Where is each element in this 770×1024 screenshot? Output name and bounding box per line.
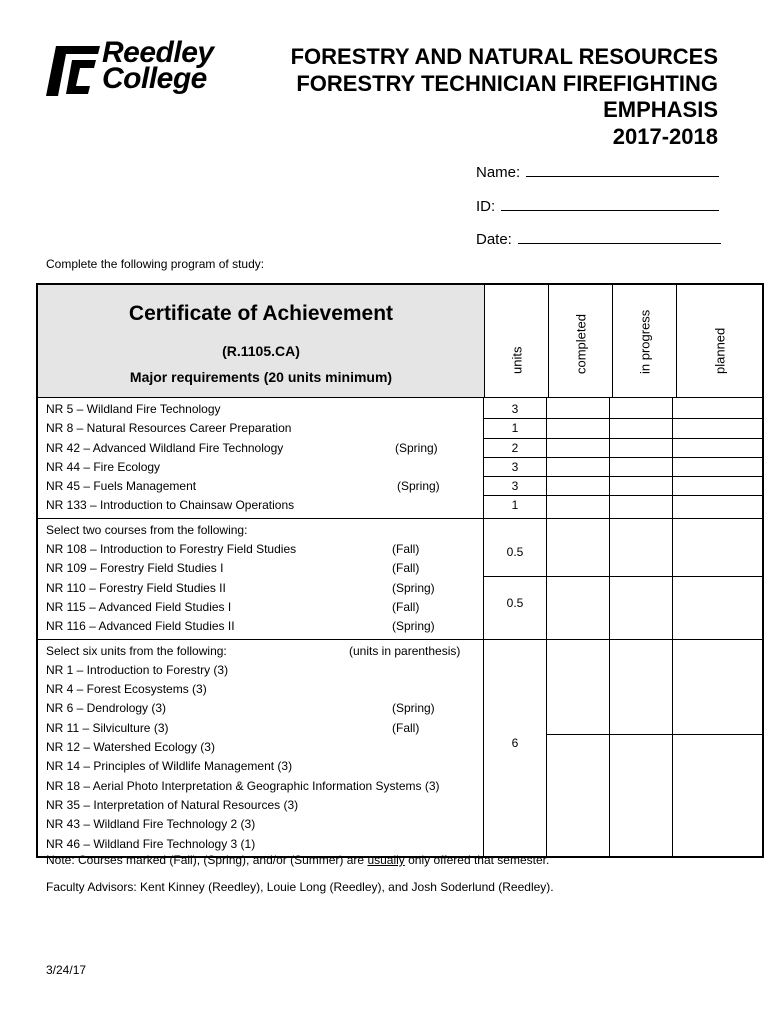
checkbox-cell[interactable] [673, 496, 762, 515]
footer-date: 3/24/17 [46, 963, 87, 977]
course-row [46, 777, 483, 796]
certificate-title: Certificate of Achievement [128, 302, 394, 325]
units-cell: 3 [484, 477, 546, 496]
checkbox-cell[interactable] [610, 400, 672, 419]
section-heading-note: (units in parenthesis) [349, 643, 461, 658]
table-header [38, 285, 762, 398]
course-name: NR 14 – Principles of Wildlife Management (3) [46, 759, 293, 774]
checkbox-cell[interactable] [673, 419, 762, 438]
checkbox-cell[interactable] [547, 439, 609, 458]
name-line[interactable] [526, 162, 719, 177]
course-row [46, 400, 483, 419]
course-term: (Spring) [392, 580, 435, 595]
id-line[interactable] [501, 196, 719, 211]
course-name: NR 116 – Advanced Field Studies II [46, 619, 235, 634]
units-cell: 0.5 [506, 595, 524, 610]
course-name: NR 44 – Fire Ecology [46, 459, 161, 474]
section-heading [46, 642, 483, 661]
course-name: NR 109 – Forestry Field Studies I [46, 561, 224, 576]
course-term: (Fall) [392, 599, 420, 614]
checkbox-cell[interactable] [610, 519, 672, 577]
checkbox-cell[interactable] [547, 519, 609, 577]
checkbox-cell[interactable] [547, 496, 609, 515]
course-row [46, 738, 483, 757]
checkbox-cell[interactable] [547, 400, 609, 419]
course-name: NR 45 – Fuels Management [46, 479, 197, 494]
logo-line-2: College [102, 62, 207, 95]
note-suffix: only offered that semester. [404, 853, 550, 867]
course-name: NR 43 – Wildland Fire Technology 2 (3) [46, 817, 256, 832]
title-line-4: 2017-2018 [612, 123, 718, 149]
planned-cells[interactable] [673, 640, 762, 856]
certificate-code: (R.1105.CA) [222, 343, 300, 359]
title-line-1: FORESTRY AND NATURAL RESOURCES [290, 44, 718, 69]
completed-label: completed [573, 314, 588, 374]
document-title [291, 44, 718, 150]
date-field[interactable] [476, 229, 721, 248]
in-progress-label: in progress [637, 309, 652, 374]
units-cell: 2 [484, 439, 546, 458]
course-row [46, 661, 483, 680]
course-row [46, 680, 483, 699]
checkbox-cell[interactable] [547, 458, 609, 477]
units-cell: 0.5 [484, 519, 546, 577]
units-cell: 1 [484, 419, 546, 438]
course-row [46, 559, 483, 578]
course-name: NR 4 – Forest Ecosystems (3) [46, 682, 207, 697]
checkbox-cell[interactable] [547, 577, 609, 638]
course-term: (Fall) [392, 720, 420, 735]
units-cells [484, 398, 547, 518]
completed-cells[interactable] [547, 398, 610, 518]
course-name: NR 110 – Forestry Field Studies II [46, 580, 226, 595]
checkbox-cell[interactable] [547, 640, 609, 735]
course-name: NR 5 – Wildland Fire Technology [46, 402, 221, 416]
note-prefix: Note: Courses marked (Fall), (Spring), and/or (Summer) are [46, 853, 368, 867]
course-row [46, 477, 483, 496]
logo-mark-icon [44, 42, 104, 100]
course-term: (Spring) [392, 701, 435, 716]
course-row [46, 617, 483, 636]
completed-column-header [549, 285, 613, 397]
section-heading: Select two courses from the following: [46, 522, 248, 537]
course-name: NR 35 – Interpretation of Natural Resources (3) [46, 797, 299, 812]
course-name: NR 108 – Introduction to Forestry Field Studies [46, 542, 297, 557]
course-row [46, 757, 483, 776]
checkbox-cell[interactable] [547, 477, 609, 496]
planned-label: planned [712, 327, 727, 374]
select-six-list [38, 640, 484, 856]
in-progress-cells[interactable] [610, 640, 673, 856]
course-row [46, 598, 483, 617]
completed-cells[interactable] [547, 519, 610, 639]
required-courses-section [38, 398, 762, 519]
checkbox-cell[interactable] [610, 496, 672, 515]
logo-line-1: Reedley [102, 36, 214, 69]
course-term: (Spring) [397, 479, 440, 494]
checkbox-cell[interactable] [610, 419, 672, 438]
checkbox-cell[interactable] [673, 439, 762, 458]
checkbox-cell[interactable] [547, 735, 609, 845]
course-row [46, 496, 483, 515]
in-progress-column-header [613, 285, 677, 397]
note-underlined: usually [367, 853, 405, 867]
semester-note [46, 853, 549, 867]
units-cells [484, 519, 547, 639]
checkbox-cell[interactable] [673, 477, 762, 496]
course-name: NR 42 – Advanced Wildland Fire Technology [46, 440, 284, 455]
checkbox-cell[interactable] [673, 400, 762, 419]
course-name: NR 115 – Advanced Field Studies I [46, 599, 232, 614]
course-term: (Spring) [392, 619, 435, 634]
in-progress-cells[interactable] [610, 398, 673, 518]
course-term: (Fall) [392, 542, 420, 557]
date-line[interactable] [518, 229, 721, 244]
title-line-2: FORESTRY TECHNICIAN FIREFIGHTING [296, 70, 718, 96]
section-heading-text: Select six units from the following: [46, 643, 227, 658]
course-row [46, 439, 483, 458]
checkbox-cell[interactable] [673, 640, 762, 735]
course-row [46, 579, 483, 598]
course-row [46, 835, 483, 854]
checkbox-cell[interactable] [673, 577, 762, 638]
checkbox-cell[interactable] [610, 477, 672, 496]
course-name: NR 46 – Wildland Fire Technology 3 (1) [46, 836, 256, 851]
course-name: NR 11 – Silviculture (3) [46, 720, 169, 735]
select-two-section [38, 519, 762, 640]
course-row [46, 796, 483, 815]
required-courses-list [38, 398, 484, 518]
checkbox-cell[interactable] [610, 439, 672, 458]
checkbox-cell[interactable] [673, 458, 762, 477]
course-name: NR 133 – Introduction to Chainsaw Operations [46, 498, 295, 513]
name-label: Name: [476, 164, 521, 181]
checkbox-cell[interactable] [610, 640, 672, 735]
units-label: units [509, 346, 524, 374]
course-name: NR 1 – Introduction to Forestry (3) [46, 662, 229, 677]
select-two-list [38, 519, 484, 639]
planned-cells[interactable] [673, 398, 762, 518]
id-label: ID: [476, 198, 496, 215]
units-cell: 6 [511, 735, 519, 750]
course-name: NR 8 – Natural Resources Career Preparation [46, 421, 292, 436]
course-row [46, 815, 483, 834]
checkbox-cell[interactable] [547, 419, 609, 438]
requirement-text: Major requirements (20 units minimum) [129, 369, 393, 385]
course-row [46, 719, 483, 738]
units-cell: 3 [484, 400, 546, 419]
units-cell: 1 [511, 498, 519, 513]
course-row [46, 458, 483, 477]
course-name: NR 6 – Dendrology (3) [46, 701, 167, 716]
units-cells [484, 640, 547, 856]
checkbox-cell[interactable] [610, 458, 672, 477]
date-label: Date: [476, 231, 512, 248]
planned-column-header [677, 285, 762, 397]
faculty-advisors: Faculty Advisors: Kent Kinney (Reedley), Louie Long (Reedley), and Josh Soderlund (Reedley). [46, 880, 554, 894]
checkbox-cell[interactable] [673, 735, 762, 845]
completed-cells[interactable] [547, 640, 610, 856]
course-row [46, 540, 483, 559]
planned-cells[interactable] [673, 519, 762, 639]
units-column-header [485, 285, 549, 397]
course-row [46, 419, 483, 438]
college-logo [44, 36, 249, 100]
logo-wordmark [102, 36, 214, 95]
course-term: (Spring) [395, 440, 438, 455]
units-cell: 3 [484, 458, 546, 477]
id-field[interactable] [476, 196, 719, 215]
in-progress-cells[interactable] [610, 519, 673, 639]
course-row [46, 699, 483, 718]
name-field[interactable] [476, 162, 719, 181]
checkbox-cell[interactable] [610, 735, 672, 845]
intro-text: Complete the following program of study: [46, 257, 265, 271]
checkbox-cell[interactable] [610, 577, 672, 638]
course-name: NR 12 – Watershed Ecology (3) [46, 740, 215, 755]
course-term: (Fall) [392, 561, 420, 576]
select-six-section [38, 640, 762, 856]
course-name: NR 18 – Aerial Photo Interpretation & Geographic Information Systems (3) [46, 778, 440, 793]
certificate-header [38, 285, 485, 397]
title-line-3: EMPHASIS [603, 97, 718, 122]
checkbox-cell[interactable] [673, 519, 762, 577]
program-table [36, 283, 764, 858]
